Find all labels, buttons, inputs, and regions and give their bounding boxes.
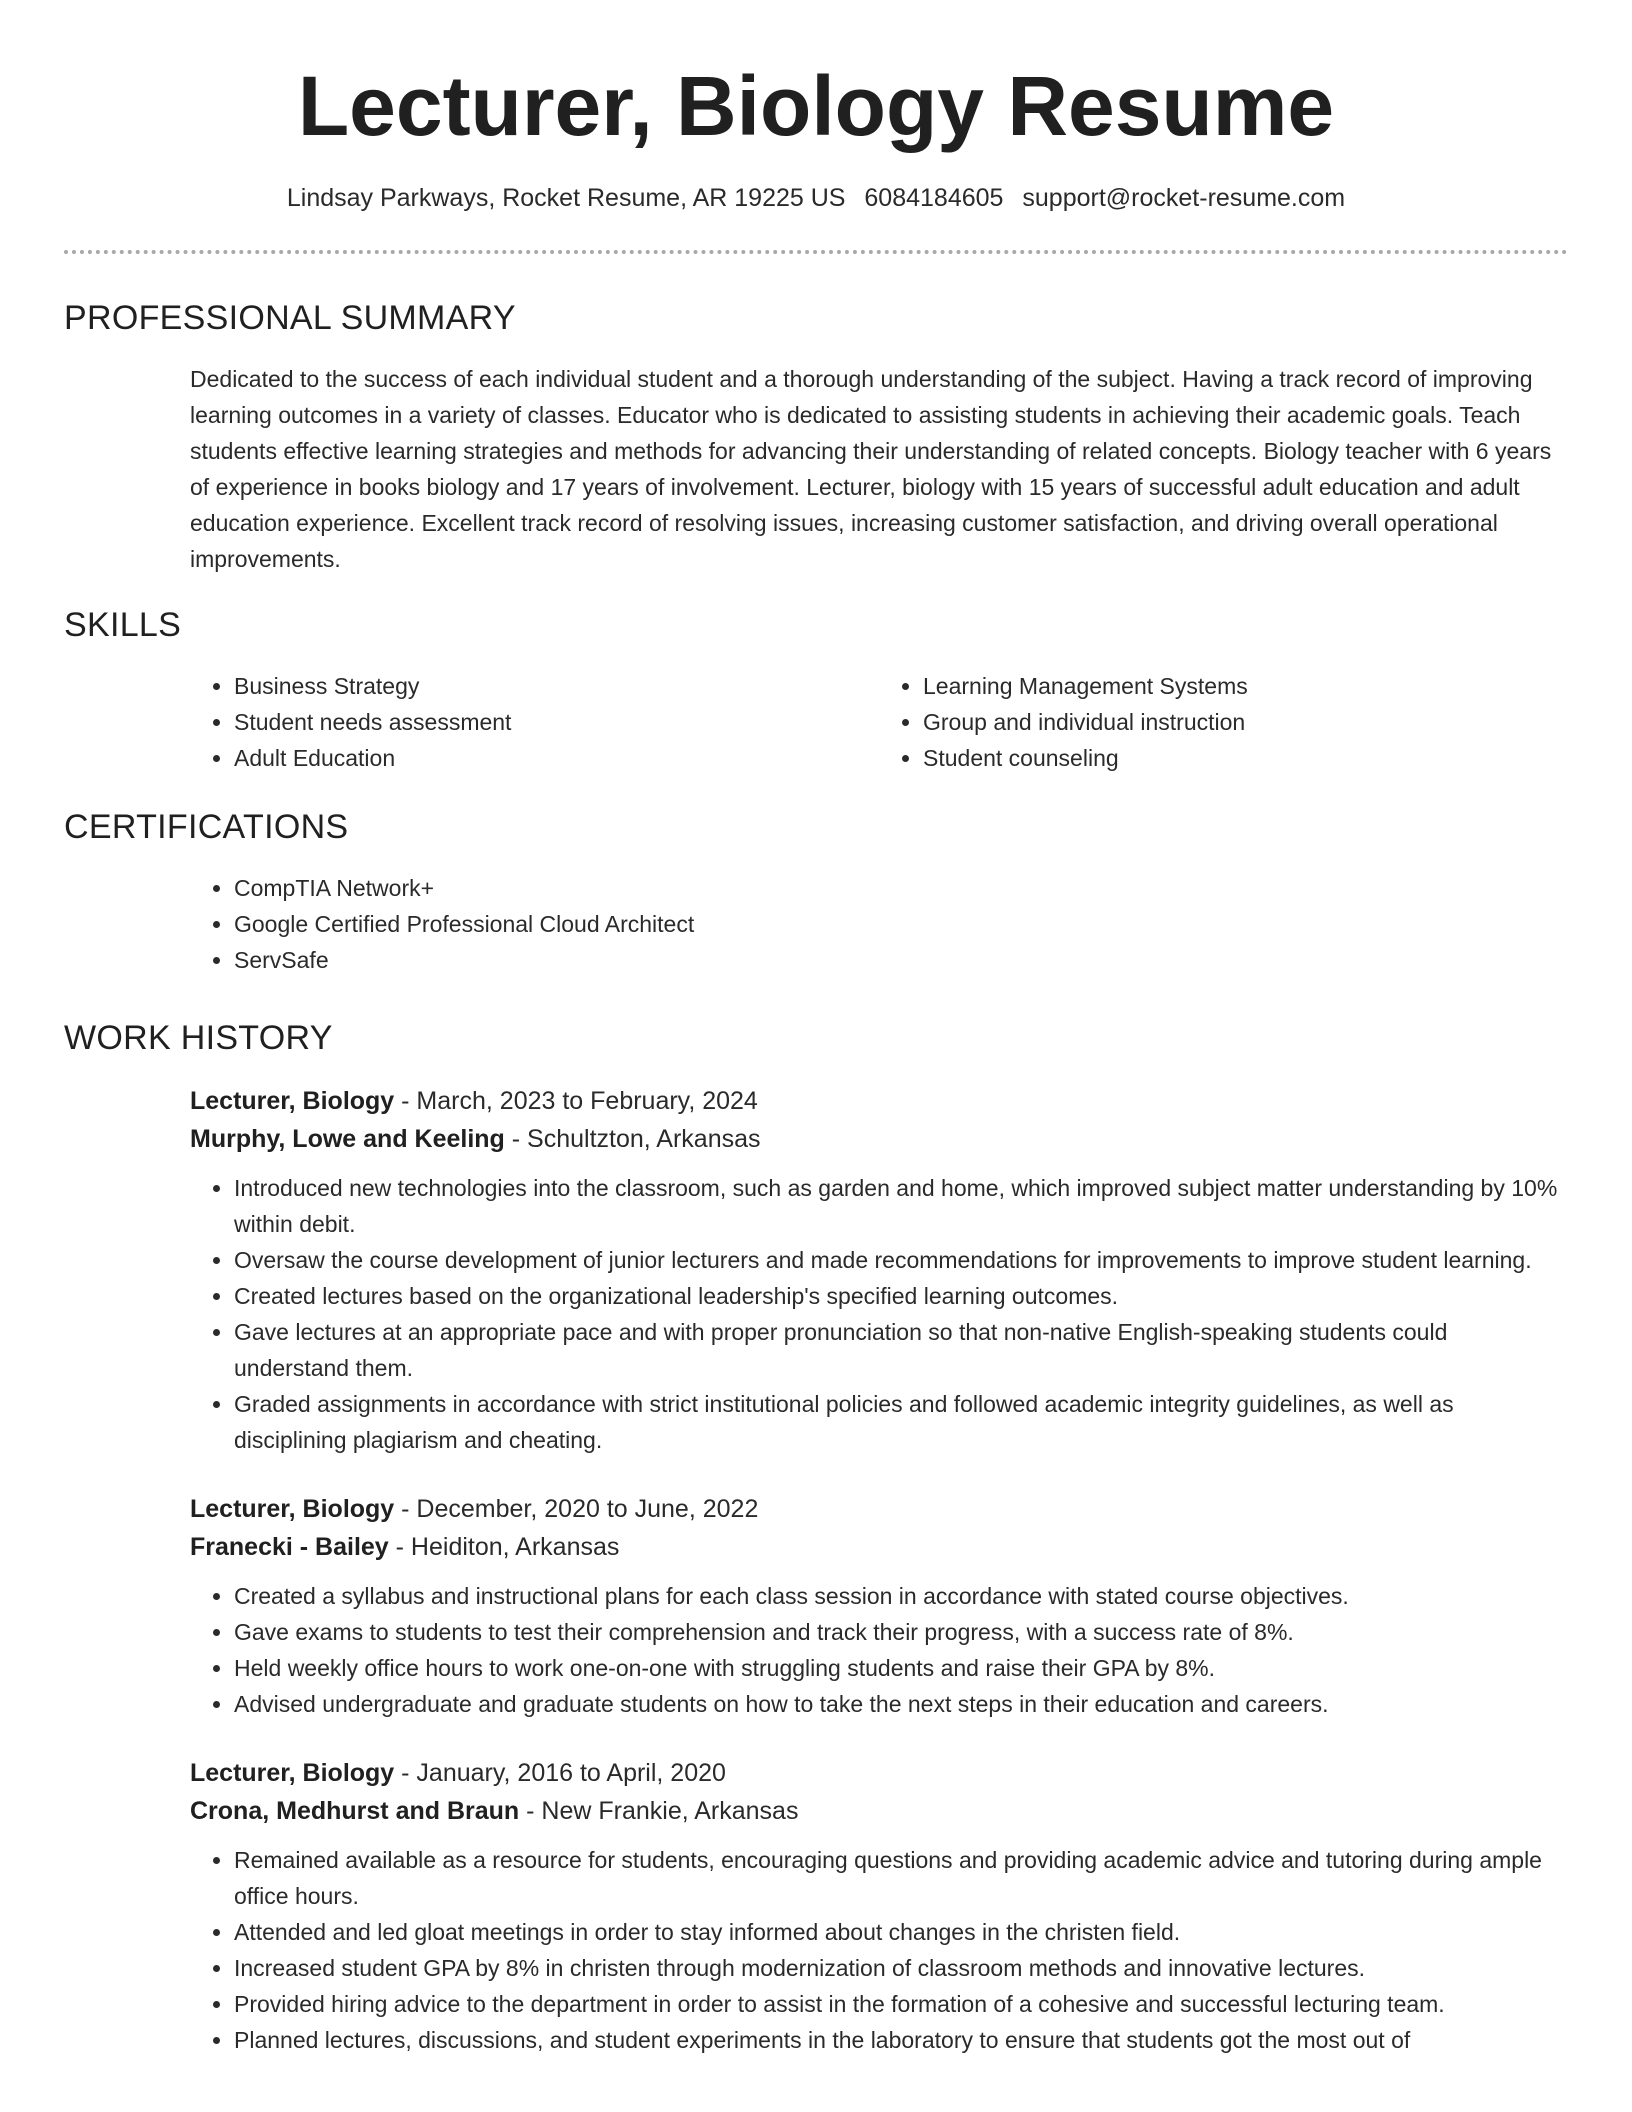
job-entry <box>190 1082 1568 1458</box>
job-title-line <box>190 1490 1568 1528</box>
job-company-line <box>190 1528 1568 1566</box>
job-bullet: • Created a syllabus and instructional plans for each class session in accordance with stated course objectives. <box>234 1578 1568 1614</box>
job-company: Franecki - Bailey <box>190 1533 389 1561</box>
job-bullets <box>190 1170 1568 1458</box>
summary-section <box>190 361 1568 577</box>
certification-item: • Google Certified Professional Cloud Architect <box>234 906 1568 942</box>
job-title: Lecturer, Biology <box>190 1495 395 1523</box>
job-bullet: • Remained available as a resource for students, encouraging questions and providing academic advice and tutoring during ample office hours. <box>234 1842 1568 1914</box>
summary-heading: PROFESSIONAL SUMMARY <box>64 299 516 337</box>
job-entry <box>190 1754 1568 2058</box>
certifications-heading: CERTIFICATIONS <box>64 808 349 846</box>
skills-column-left <box>190 668 879 776</box>
job-bullets <box>190 1578 1568 1722</box>
contact-line <box>64 181 1568 215</box>
job-company-line <box>190 1120 1568 1158</box>
job-bullet: • Planned lectures, discussions, and student experiments in the laboratory to ensure that students got the most out of <box>234 2022 1568 2058</box>
work-history-section <box>190 1082 1568 2090</box>
job-company-line <box>190 1792 1568 1830</box>
skills-heading: SKILLS <box>64 606 182 644</box>
skill-item: • Business Strategy <box>234 668 879 704</box>
job-bullets <box>190 1842 1568 2058</box>
job-bullet: • Increased student GPA by 8% in christen through modernization of classroom methods and innovative lectures. <box>234 1950 1568 1986</box>
job-bullet: • Gave exams to students to test their comprehension and track their progress, with a success rate of 8%. <box>234 1614 1568 1650</box>
work-history-heading: WORK HISTORY <box>64 1019 333 1057</box>
job-bullet: • Introduced new technologies into the classroom, such as garden and home, which improved subject matter understanding by 10% within debit. <box>234 1170 1568 1242</box>
job-bullet: • Held weekly office hours to work one-on-one with struggling students and raise their GPA by 8%. <box>234 1650 1568 1686</box>
skill-item: • Student counseling <box>923 740 1568 776</box>
skill-item: • Learning Management Systems <box>923 668 1568 704</box>
header-divider <box>64 250 1568 254</box>
job-bullet: • Provided hiring advice to the department in order to assist in the formation of a cohesive and successful lecturing team. <box>234 1986 1568 2022</box>
job-bullet: • Gave lectures at an appropriate pace and with proper pronunciation so that non-native English-speaking students could understand them. <box>234 1314 1568 1386</box>
job-title: Lecturer, Biology <box>190 1087 395 1115</box>
certifications-list <box>190 870 1568 978</box>
job-location: - New Frankie, Arkansas <box>519 1797 799 1825</box>
certifications-section <box>190 870 1568 978</box>
certification-item: • ServSafe <box>234 942 1568 978</box>
resume-page <box>64 0 1568 2112</box>
job-bullet: • Graded assignments in accordance with strict institutional policies and followed academic integrity guidelines, as well as disciplining plagiarism and cheating. <box>234 1386 1568 1458</box>
job-title-line <box>190 1082 1568 1120</box>
contact-phone: 6084184605 <box>864 184 1004 212</box>
skills-list <box>190 668 1568 776</box>
skills-column-right <box>879 668 1568 776</box>
certification-item: • CompTIA Network+ <box>234 870 1568 906</box>
job-title: Lecturer, Biology <box>190 1759 395 1787</box>
job-location: - Heiditon, Arkansas <box>388 1533 620 1561</box>
job-dates: - March, 2023 to February, 2024 <box>394 1087 758 1115</box>
job-dates: - January, 2016 to April, 2020 <box>394 1759 726 1787</box>
job-bullet: • Advised undergraduate and graduate students on how to take the next steps in their education and careers. <box>234 1686 1568 1722</box>
job-dates: - December, 2020 to June, 2022 <box>394 1495 759 1523</box>
job-title-line <box>190 1754 1568 1792</box>
skill-item: • Student needs assessment <box>234 704 879 740</box>
skill-item: • Adult Education <box>234 740 879 776</box>
skill-item: • Group and individual instruction <box>923 704 1568 740</box>
job-entry <box>190 1490 1568 1722</box>
job-location: - Schultzton, Arkansas <box>504 1125 761 1153</box>
summary-text: Dedicated to the success of each individual student and a thorough understanding of the subject. Having a track record of improving learning outcomes in a variety of classes. Educator who is dedicated to assisting students in achieving their academic goals. Teach students effective learning strategies and methods for advancing their understanding of related concepts. Biology teacher with 6 years of experience in books biology and 17 years of involvement. Lecturer, biology with 15 years of successful adult education and adult education experience. Excellent track record of resolving issues, increasing customer satisfaction, and driving overall operational improvements. <box>190 366 1552 572</box>
job-bullet: • Created lectures based on the organizational leadership's specified learning outcomes. <box>234 1278 1568 1314</box>
job-company: Crona, Medhurst and Braun <box>190 1797 520 1825</box>
resume-title: Lecturer, Biology Resume <box>297 59 1335 153</box>
contact-address: Lindsay Parkways, Rocket Resume, AR 19225 US <box>286 184 846 212</box>
job-company: Murphy, Lowe and Keeling <box>190 1125 505 1153</box>
job-bullet: • Attended and led gloat meetings in order to stay informed about changes in the christen field. <box>234 1914 1568 1950</box>
job-bullet: • Oversaw the course development of junior lecturers and made recommendations for improvements to improve student learning. <box>234 1242 1568 1278</box>
contact-email: support@rocket-resume.com <box>1022 184 1346 212</box>
